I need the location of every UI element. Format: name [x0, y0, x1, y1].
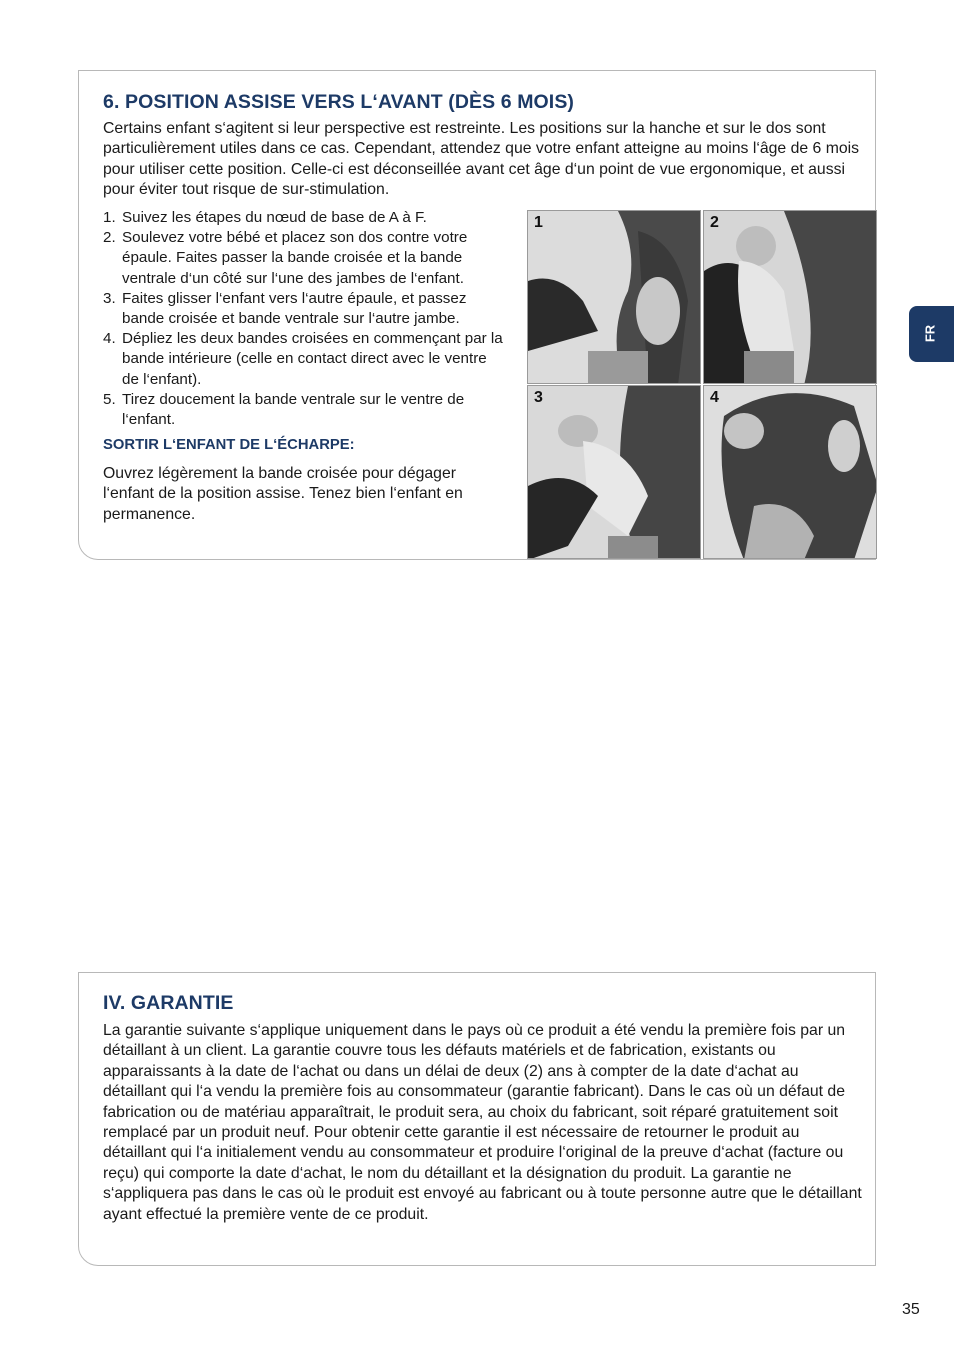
photo-step-4 — [703, 385, 877, 559]
steps-list — [103, 208, 503, 430]
section-6-intro: Certains enfant s‘agitent si leur perspective est restreinte. Les positions sur la hanche et sur le dos sont particulièrement utiles dans ce cas. Cependant, attendez que votre enfant atteigne au moins l‘âge de 6 mois pour utiliser cette position. Celle-ci est déconseillée avant cet âge d‘un point de vue ergonomique, et aussi pour éviter tout risque de sur-stimulation. — [103, 120, 860, 199]
photo-label: 3 — [534, 389, 543, 406]
photo-image — [704, 386, 877, 559]
photo-image — [704, 211, 877, 384]
exit-heading: SORTIR L‘ENFANT DE L‘ÉCHARPE: — [103, 437, 355, 453]
warranty-box — [78, 972, 876, 1266]
page-number: 35 — [902, 1301, 920, 1318]
photo-image — [528, 386, 701, 559]
photo-image — [528, 211, 701, 384]
warranty-title: IV. GARANTIE — [103, 992, 234, 1014]
photo-label: 4 — [710, 389, 719, 406]
list-item: 3. Faites glisser l‘enfant vers l‘autre épaule, et passez bande croisée et bande ventrale sur l‘autre jambe. — [103, 289, 467, 328]
warranty-text: La garantie suivante s‘applique uniquement dans le pays où ce produit a été vendu la première fois par un détaillant à un client. La garantie couvre tous les défauts matériels et de fabrication, existants ou apparaissants à la date de l‘achat ou dans un délai de deux (2) ans à compter de la date d‘achat au détaillant qui l‘a vendu la première fois au consommateur (garantie fabricant). Dans le cas où un défaut de fabrication ou de matériau apparaîtrait, le produit sera, au choix du fabricant, soit réparé gratuitement soit remplacé par un produit neuf. Pour obtenir cette garantie il est nécessaire de retourner le produit au détaillant qui l‘a initialement vendu au consommateur et produire l‘original de la preuve d‘achat (facture ou reçu) qui comporte la date d‘achat, le nom du détaillant et la désignation du produit. La garantie ne s‘appliquera pas dans le cas où le produit est envoyé au fabricant ou à toute personne autre que le détaillant ayant effectué la première vente de ce produit. — [103, 1022, 862, 1223]
photo-step-3 — [527, 385, 701, 559]
photo-grid — [527, 210, 878, 560]
exit-text: Ouvrez légèrement la bande croisée pour dégager l‘enfant de la position assise. Tenez bien l‘enfant en permanence. — [103, 465, 463, 523]
list-item: 1. Suivez les étapes du nœud de base de A à F. — [103, 209, 427, 226]
language-tab — [909, 306, 954, 362]
list-item: 5. Tirez doucement la bande ventrale sur le ventre de l‘enfant. — [103, 390, 465, 429]
section-6-box — [78, 70, 876, 560]
list-item: 2. Soulevez votre bébé et placez son dos contre votre épaule. Faites passer la bande croisée et la bande ventrale d‘un côté sur l‘une des jambes de l‘enfant. — [103, 229, 468, 287]
photo-label: 2 — [710, 214, 719, 231]
photo-step-1 — [527, 210, 701, 384]
photo-step-2 — [703, 210, 877, 384]
section-6-title: 6. POSITION ASSISE VERS L‘AVANT (DÈS 6 MOIS) — [103, 91, 575, 113]
list-item: 4. Dépliez les deux bandes croisées en commençant par la bande intérieure (celle en contact direct avec le ventre de l‘enfant). — [103, 330, 503, 388]
language-tab-label: FR — [922, 324, 938, 343]
photo-label: 1 — [534, 214, 543, 231]
